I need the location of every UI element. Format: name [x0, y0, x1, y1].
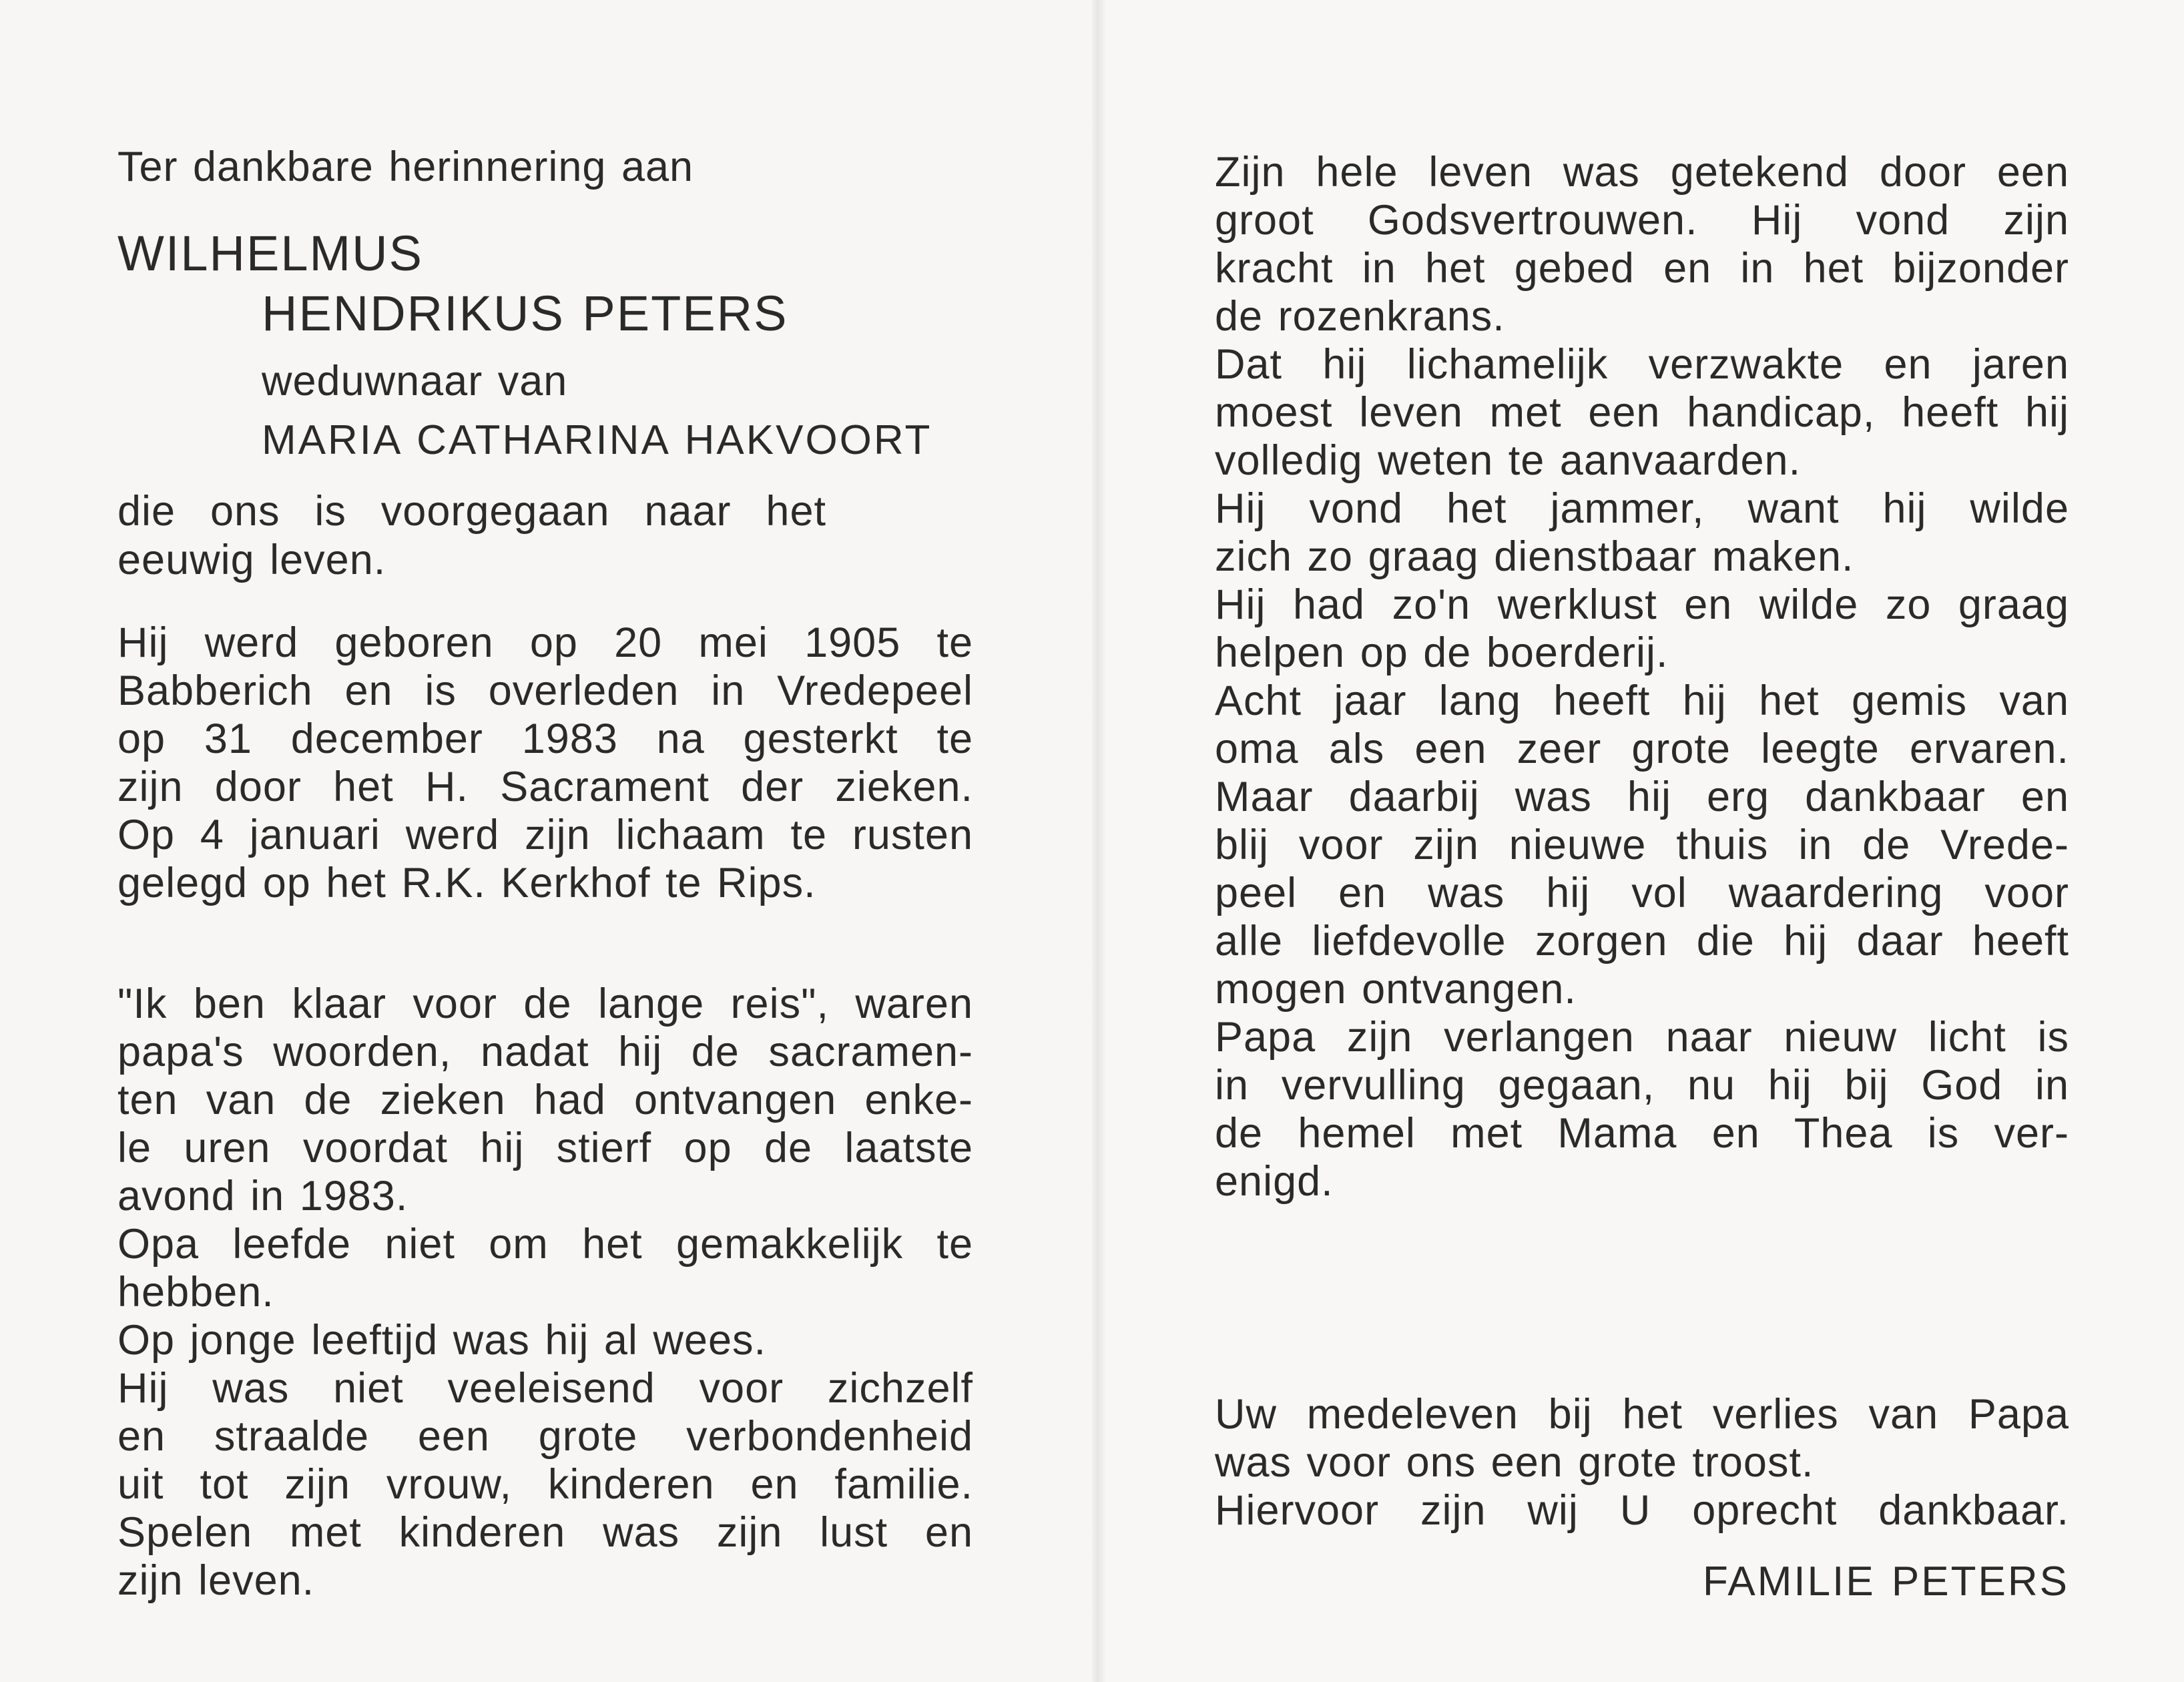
text-line: Opa leefde niet om het gemakkelijk te [117, 1221, 973, 1268]
text-line: hebben. [117, 1269, 274, 1316]
text-line: Spelen met kinderen was zijn lust en [117, 1509, 973, 1556]
text-line: eeuwig leven. [117, 537, 386, 583]
text-line: Uw medeleven bij het verlies van Papa [1215, 1391, 2069, 1438]
text-line: en straalde een grote verbondenheid [117, 1413, 973, 1460]
text-line: uit tot zijn vrouw, kinderen en familie. [117, 1461, 973, 1508]
text-line: alle liefdevolle zorgen die hij daar heeft [1215, 918, 2069, 964]
text-line: Hij was niet veeleisend voor zichzelf [117, 1365, 973, 1412]
spouse-name: MARIA CATHARINA HAKVOORT [262, 417, 932, 463]
card-fold-line [1092, 0, 1105, 1682]
text-line: Hij vond het jammer, want hij wilde [1215, 485, 2069, 532]
intro-line: Ter dankbare herinnering aan [117, 144, 694, 190]
text-line: zijn leven. [117, 1557, 315, 1604]
text-line: die ons is voorgegaan naar het [117, 488, 826, 535]
text-line: zich zo graag dienstbaar maken. [1215, 533, 1854, 580]
text-line: ten van de zieken had ontvangen enke- [117, 1077, 973, 1123]
text-line: blij voor zijn nieuwe thuis in de Vrede- [1215, 822, 2069, 868]
text-line: zijn door het H. Sacrament der zieken. [117, 764, 973, 810]
text-line: groot Godsvertrouwen. Hij vond zijn [1215, 197, 2069, 244]
text-line: helpen op de boerderij. [1215, 629, 1669, 676]
text-line: moest leven met een handicap, heeft hij [1215, 389, 2069, 436]
text-line: Hij had zo'n werklust en wilde zo graag [1215, 581, 2069, 628]
text-line: kracht in het gebed en in het bijzonder [1215, 245, 2069, 292]
text-line: peel en was hij vol waardering voor [1215, 870, 2069, 916]
text-line: de hemel met Mama en Thea is ver- [1215, 1110, 2069, 1157]
text-line: Maar daarbij was hij erg dankbaar en [1215, 774, 2069, 820]
text-line: Dat hij lichamelijk verzwakte en jaren [1215, 341, 2069, 388]
text-line: avond in 1983. [117, 1173, 408, 1219]
text-line: Zijn hele leven was getekend door een [1215, 149, 2069, 196]
text-line: op 31 december 1983 na gesterkt te [117, 716, 973, 762]
text-line: Hij werd geboren op 20 mei 1905 te [117, 619, 973, 666]
text-line: Hiervoor zijn wij U oprecht dankbaar. [1215, 1487, 2069, 1534]
text-line: Babberich en is overleden in Vredepeel [117, 667, 973, 714]
text-line: enigd. [1215, 1158, 1334, 1205]
family-signature: FAMILIE PETERS [1702, 1559, 2069, 1605]
text-line: gelegd op het R.K. Kerkhof te Rips. [117, 860, 816, 906]
text-line: de rozenkrans. [1215, 293, 1505, 340]
text-line: Papa zijn verlangen naar nieuw licht is [1215, 1014, 2069, 1061]
text-line: volledig weten te aanvaarden. [1215, 437, 1802, 484]
text-line: Acht jaar lang heeft hij het gemis van [1215, 677, 2069, 724]
text-line: le uren voordat hij stierf op de laatste [117, 1125, 973, 1171]
text-line: "Ik ben klaar voor de lange reis", waren [117, 980, 973, 1027]
text-line: Op 4 januari werd zijn lichaam te rusten [117, 812, 973, 858]
text-line: was voor ons een grote troost. [1215, 1439, 1814, 1486]
widower-line: weduwnaar van [262, 358, 568, 404]
deceased-first-name: WILHELMUS [117, 226, 423, 281]
text-line: Op jonge leeftijd was hij al wees. [117, 1317, 766, 1364]
text-line: mogen ontvangen. [1215, 966, 1577, 1013]
text-line: oma als een zeer grote leegte ervaren. [1215, 726, 2069, 772]
text-line: papa's woorden, nadat hij de sacramen- [117, 1029, 973, 1075]
text-line: in vervulling gegaan, nu hij bij God in [1215, 1062, 2069, 1109]
deceased-last-name: HENDRIKUS PETERS [262, 286, 788, 341]
